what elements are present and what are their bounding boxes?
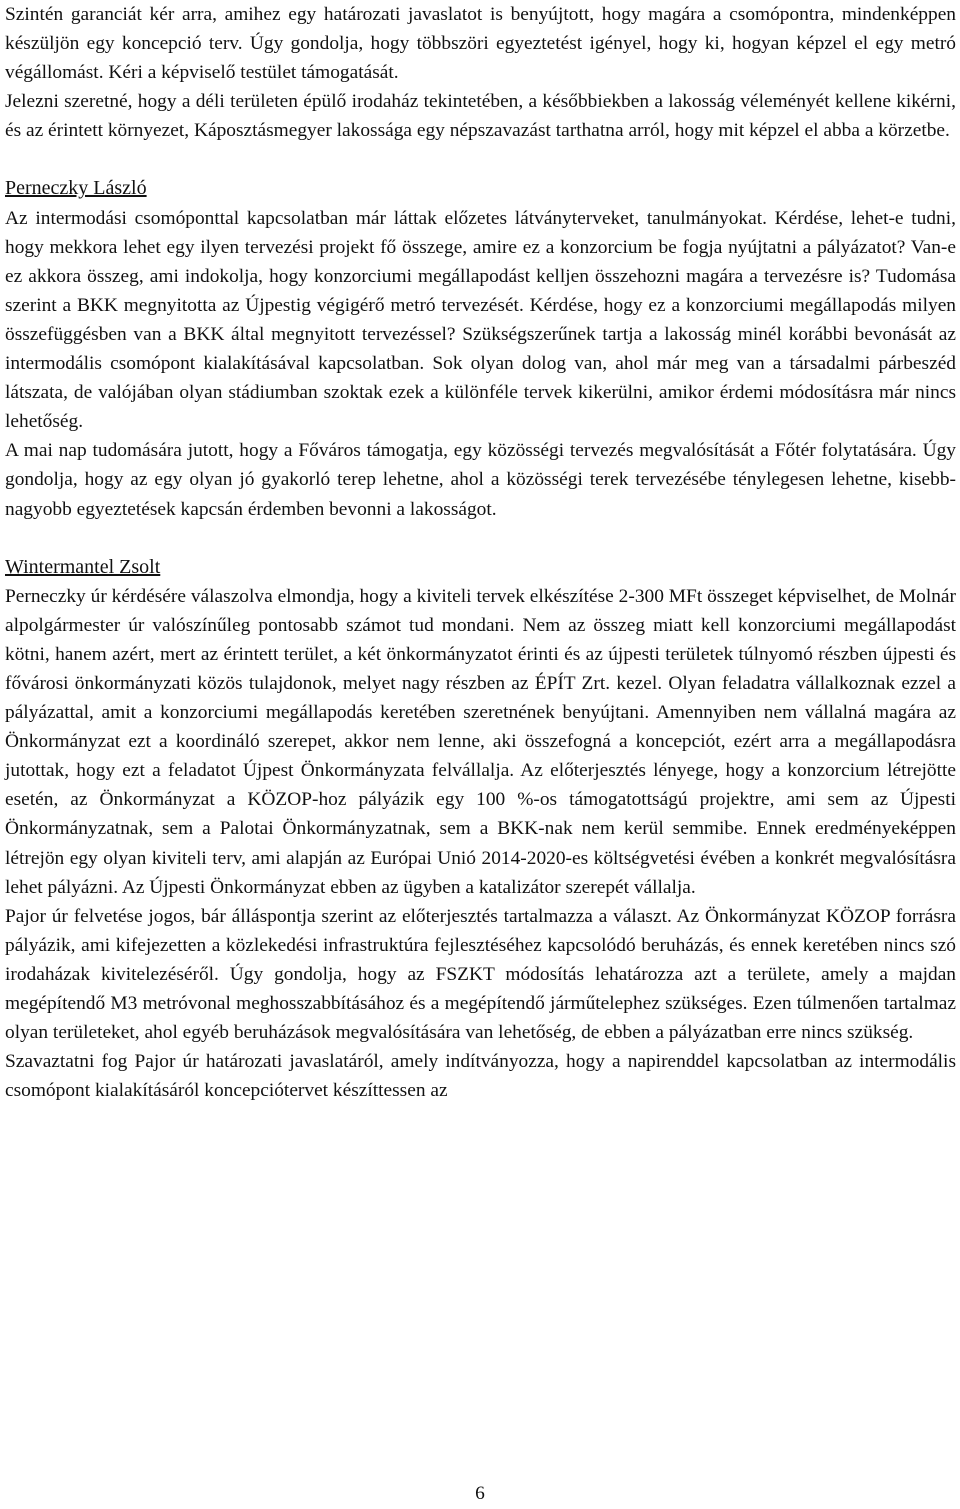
document-page — [5, 0, 956, 1105]
speaker-name-perneczky: Perneczky László — [5, 177, 147, 200]
paragraph-office-building: Jelezni szeretné, hogy a déli területen épülő irodaház tekintetében, a későbbiekben a lakosság véleményét kellene kikérni, és az érintett környezet, Káposztásmegyer lakossága egy népszavazást tarthatna arról, hogy mit képzel el abba a körzetbe. — [5, 91, 956, 142]
paragraph-kozop-funding: Pajor úr felvetése jogos, bár álláspontja szerint az előterjesztés tartalmazza a választ. Az Önkormányzat KÖZOP forrásra pályázik, ami kifejezetten a közlekedési infrastruktúra fejlesztéséhez kapcsolódó beruházás, és ennek keretében nincs szó irodaházak kivitelezéséről. Úgy gondolja, hogy az FSZKT módosítás lehatározza azt a területe, amely a majdan megépítendő M3 metróvonal meghosszabbításához és a megépítendő járműtelephez szükséges. Ezen túlmenően tartalmaz olyan területeket, ahol egyéb beruházások megvalósítására van lehetőség, de ebben a pályázatban erre nincs szükség. — [5, 905, 956, 1044]
paragraph-gap — [5, 145, 956, 174]
speaker-name-wintermantel: Wintermantel Zsolt — [5, 555, 161, 578]
page-number: 6 — [475, 1483, 485, 1504]
paragraph-consortium-answer: Perneczky úr kérdésére válaszolva elmondja, hogy a kiviteli tervek elkészítése 2-300 MFt összeget képviselhet, de Molnár alpolgármester úr valószínűleg pontosabb számot tud mondani. Nem az összeg miatt kell konzorciumi megállapodást kötni, hanem azért, mert az érintett terület, a két önkormányzatot érinti és az újpesti területek túlnyomó részben újpesti és fővárosi önkormányzati közös tulajdonok, melyet nagy részben az ÉPÍT Zrt. kezel. Olyan feladatra vállalkoznak ezzel a pályázattal, amit a konzorciumi megállapodás keretében szeretnének benyújtani. Amennyiben nem vállalná magára az Önkormányzat ezt a koordináló szerepet, akkor nem lenne, aki összefogná a koncepciót, ezért arra a megállapodásra jutottak, hogy ezt a feladatot Újpest Önkormányzata felvállalja. Az előterjesztés lényege, hogy a konzorcium létrejötte esetén, az Önkormányzat a KÖZOP-hoz pályázik egy 100 %-os támogatottságú projektre, ami sem az Újpesti Önkormányzatnak, sem a Palotai Önkormányzatnak, sem a BKK-nak nem kerül semmibe. Ennek eredményeképpen létrejön egy olyan kiviteli terv, ami alapján az Európai Unió 2014-2020-es költségvetési évében a konkrét megvalósításra lehet pályázni. Az Újpesti Önkormányzat ebben az ügyben a katalizátor szerepét vállalja. — [5, 585, 956, 898]
paragraph-guarantee-request: Szintén garanciát kér arra, amihez egy határozati javaslatot is benyújtott, hogy magára a csomópontra, mindenképpen készüljön egy koncepció terv. Úgy gondolja, hogy többszöri egyeztetést igényel, hogy ki, hogyan képzel el egy metró végállomást. Kéri a képviselő testület támogatását. — [5, 4, 956, 84]
paragraph-intermodal-question: Az intermodási csomóponttal kapcsolatban már láttak előzetes látványterveket, tanulmányokat. Kérdése, lehet-e tudni, hogy mekkora lehet egy ilyen tervezési projekt fő összege, amire ez a konzorcium be fogja nyújtatni a pályázatot? Van-e ez akkora összeg, ami indokolja, hogy konzorciumi megállapodást kelljen összehozni magára a tervezésre is? Tudomása szerint a BKK megnyitotta az Újpestig végigérő metró tervezését. Kérdése, hogy ez a konzorciumi megállapodás milyen összefüggésben van a BKK által megnyitott tervezéssel? Szükségszerűnek tartja a lakosság minél korábbi bevonását az intermodális csomópont kialakításával kapcsolatban. Sok olyan dolog van, ahol már meg van a társadalmi párbeszéd látszata, de valójában olyan stádiumban szoktak ezek a különféle tervek kikerülni, amikor érdemi módosításra már nincs lehetőség. — [5, 207, 956, 433]
paragraph-vote: Szavaztatni fog Pajor úr határozati javaslatáról, amely indítványozza, hogy a napirenddel kapcsolatban az intermodális csomópont kialakításáról koncepciótervet készíttessen az — [5, 1051, 956, 1102]
paragraph-community-planning: A mai nap tudomására jutott, hogy a Főváros támogatja, egy közösségi tervezés megvalósítását a Főtér folytatására. Úgy gondolja, hogy az egy olyan jó gyakorló terep lehetne, ahol a közösségi terek tervezésébe ténylegesen lehetne, kisebb-nagyobb egyeztetések kapcsán érdemben bevonni a lakosságot. — [5, 440, 956, 520]
paragraph-gap — [5, 524, 956, 553]
